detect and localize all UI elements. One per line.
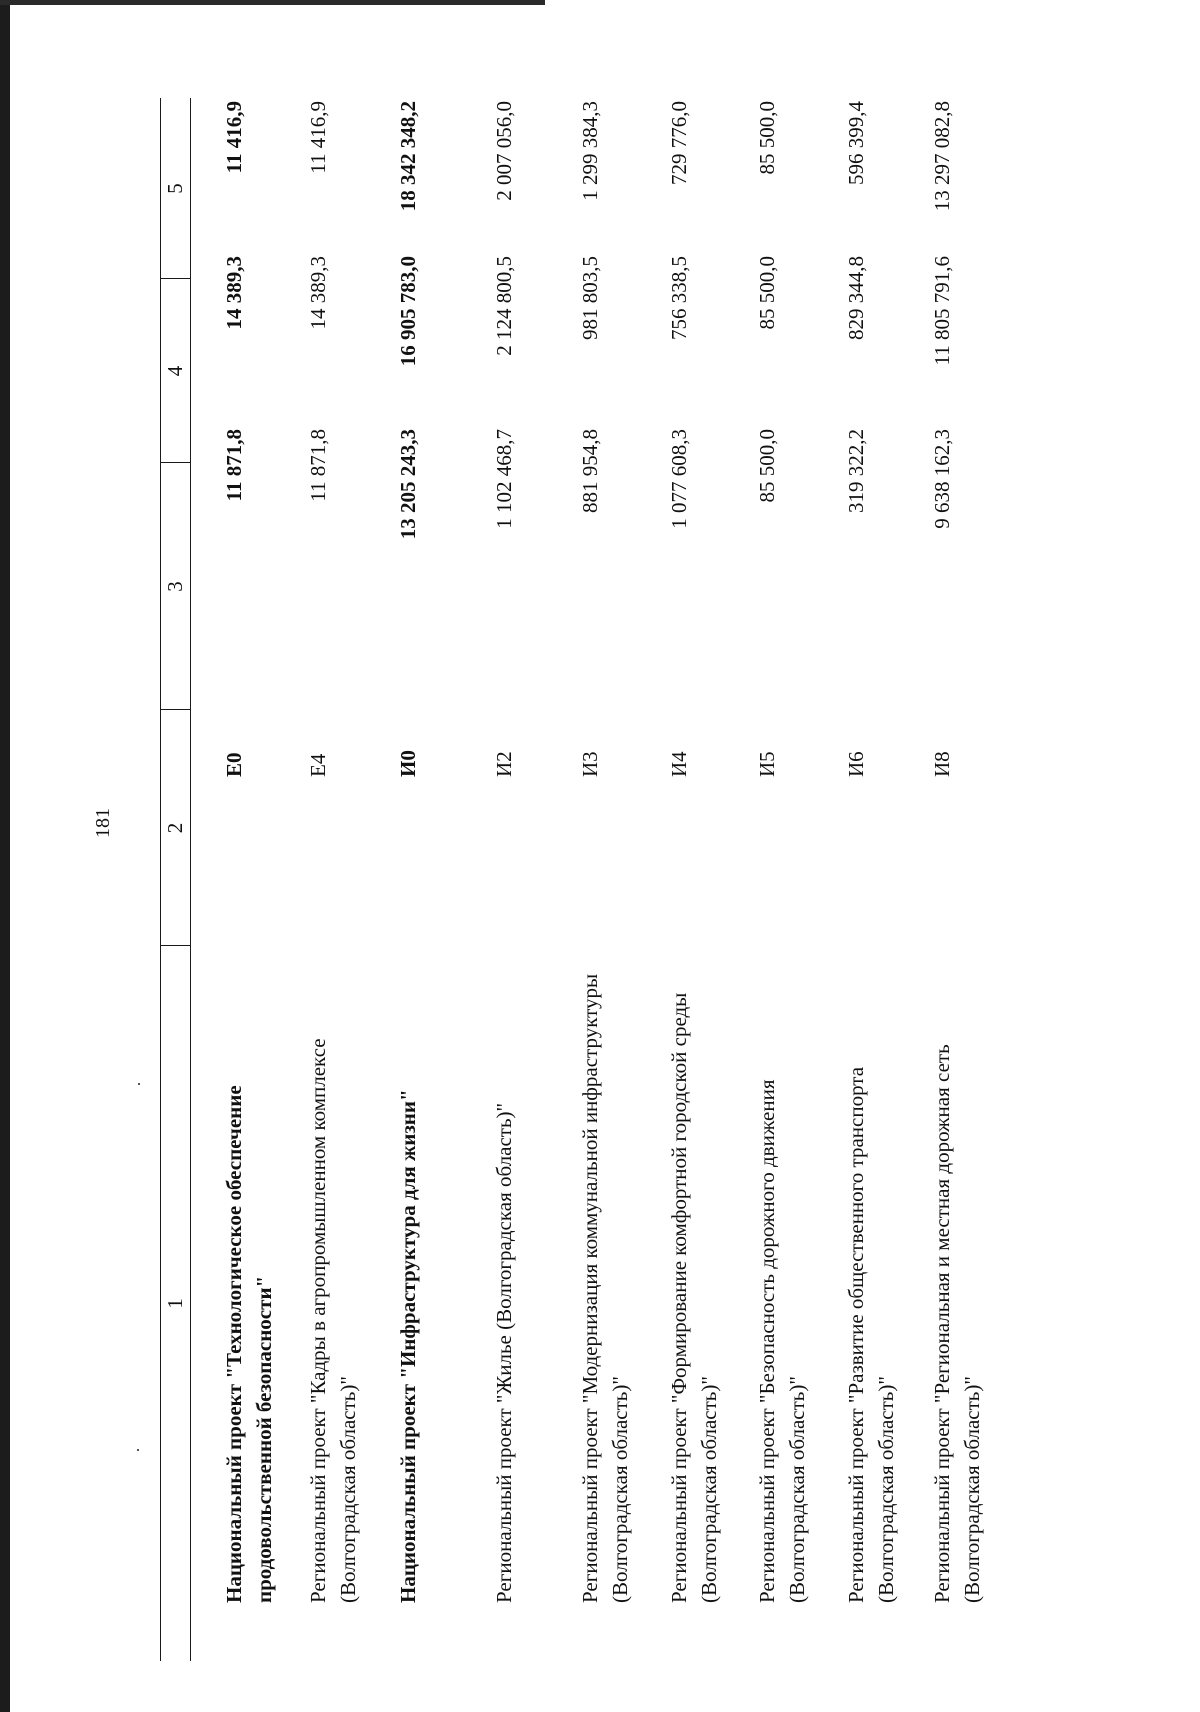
table-row: [664, 98, 734, 1661]
row-value-col5: 1 299 384,3: [578, 101, 602, 201]
row-name: Национальный проект "Технологическое обеспечение продовольственной безопасности": [222, 1085, 276, 1603]
row-code: И8: [930, 751, 954, 777]
row-value-col4: 16 905 783,0: [396, 256, 420, 367]
column-header-4: 4: [163, 365, 187, 377]
row-value-col4: 85 500,0: [755, 256, 779, 330]
scan-speck: [138, 1083, 140, 1085]
row-name: Региональный проект "Формирование комфортной городской среды (Волгоградская область)": [667, 992, 721, 1603]
row-code: И3: [578, 751, 602, 777]
row-value-col4: 981 803,5: [578, 256, 602, 340]
table-row: [393, 98, 463, 1661]
row-value-col3: 1 102 468,7: [492, 429, 516, 529]
row-value-col5: 729 776,0: [667, 101, 691, 185]
row-name: Региональный проект "Региональная и местная дорожная сеть (Волгоградская область)": [930, 1044, 984, 1603]
row-value-col5: 596 399,4: [844, 101, 868, 185]
table-row: [489, 98, 559, 1661]
row-code: Е0: [222, 752, 246, 777]
row-value-col3: 13 205 243,3: [396, 429, 420, 540]
row-value-col4: 14 389,3: [222, 256, 246, 330]
row-code: И0: [396, 750, 420, 777]
table-row: [752, 98, 822, 1661]
scan-top-edge: [0, 0, 545, 5]
column-header-1: 1: [163, 1298, 187, 1309]
row-value-col4: 11 805 791,6: [930, 256, 954, 366]
header-bottom-rule: [190, 98, 191, 1661]
row-value-col5: 2 007 056,0: [492, 101, 516, 201]
row-name: Региональный проект "Жилье (Волгоградская область)": [492, 1102, 516, 1603]
row-value-col4: 2 124 800,5: [492, 256, 516, 356]
row-name: Региональный проект "Модернизация коммунальной инфраструктуры (Волгоградская область)": [578, 973, 632, 1603]
header-top-rule: [160, 98, 161, 1661]
row-value-col3: 319 322,2: [844, 429, 868, 513]
row-value-col5: 11 416,9: [222, 101, 246, 174]
column-header-3: 3: [163, 581, 187, 592]
row-value-col3: 1 077 608,3: [667, 429, 691, 529]
row-value-col4: 829 344,8: [844, 256, 868, 340]
table-row: [219, 98, 289, 1661]
row-value-col3: 9 638 162,3: [930, 429, 954, 529]
row-value-col4: 756 338,5: [667, 256, 691, 340]
row-value-col3: 85 500,0: [755, 429, 779, 503]
rotated-budget-table: [160, 98, 984, 1661]
row-value-col5: 11 416,9: [306, 101, 330, 174]
row-name: Региональный проект "Безопасность дорожного движения (Волгоградская область)": [755, 1079, 809, 1603]
column-header-2: 2: [163, 822, 187, 834]
row-code: И5: [755, 751, 779, 777]
row-name: Национальный проект "Инфраструктура для жизни": [396, 1089, 420, 1603]
row-code: И6: [844, 751, 868, 777]
table-row: [575, 98, 645, 1661]
table-row: [303, 98, 373, 1661]
row-value-col5: 18 342 348,2: [396, 101, 420, 212]
row-value-col5: 13 297 082,8: [930, 101, 954, 212]
scan-left-edge: [0, 0, 10, 1712]
column-header-5: 5: [163, 183, 187, 194]
row-code: Е4: [306, 753, 330, 777]
row-name: Региональный проект "Кадры в агропромышленном комплексе (Волгоградская область)": [306, 1038, 360, 1603]
scan-speck: [137, 1449, 139, 1451]
row-value-col3: 11 871,8: [306, 429, 330, 502]
row-value-col4: 14 389,3: [306, 256, 330, 330]
row-value-col5: 85 500,0: [755, 101, 779, 175]
row-value-col3: 881 954,8: [578, 429, 602, 513]
row-name: Региональный проект "Развитие общественного транспорта (Волгоградская область)": [844, 1066, 898, 1603]
row-code: И2: [492, 751, 516, 777]
table-row: [927, 98, 997, 1661]
row-value-col3: 11 871,8: [222, 429, 246, 502]
page-number: 181: [92, 808, 114, 838]
table-row: [841, 98, 911, 1661]
row-code: И4: [667, 751, 691, 777]
